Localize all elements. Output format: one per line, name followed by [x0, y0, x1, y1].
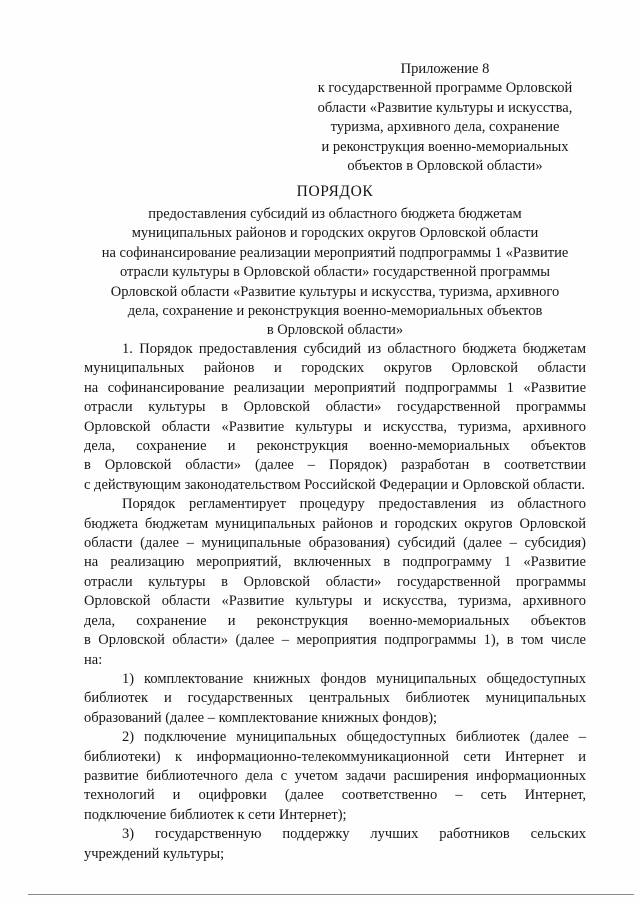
text-line: Порядок регламентирует процедуру предоставления из областного: [122, 496, 586, 513]
text-line: подключение библиотек к сети Интернет);: [84, 806, 347, 823]
text-line: бюджета бюджетам муниципальных районов и городских округов Орловской: [84, 515, 586, 532]
appendix-number: Приложение 8: [400, 61, 490, 77]
text-line: Орловской области «Развитие культуры и искусства, туризма, архивного: [84, 418, 586, 435]
document-body: [84, 340, 586, 864]
text-line: с действующим законодательством Российской Федерации и Орловской области.: [84, 476, 586, 493]
text-line: 3) государственную поддержку лучших работников сельских: [122, 826, 586, 843]
text-line: развитие библиотечного дела с учетом задачи расширения информационных: [84, 767, 586, 784]
title-subline: отрасли культуры в Орловской области» государственной программы: [119, 264, 550, 281]
document-title: [84, 182, 586, 341]
text-line: 1) комплектование книжных фондов муниципальных общедоступных: [122, 670, 586, 687]
text-line: учреждений культуры;: [84, 845, 225, 862]
text-line: Орловской области «Развитие культуры и искусства, туризма, архивного: [84, 593, 586, 610]
text-line: дела, сохранение и реконструкция военно-мемориальных объектов: [84, 438, 586, 455]
title-subline: в Орловской области»: [266, 322, 404, 339]
appendix-reference-line: объектов в Орловской области»: [347, 158, 543, 175]
appendix-reference-line: и реконструкция военно-мемориальных: [321, 138, 569, 155]
text-line: 1. Порядок предоставления субсидий из областного бюджета бюджетам: [122, 341, 586, 357]
title-subline: предоставления субсидий из областного бюджета бюджетам: [148, 206, 522, 222]
text-line: на софинансирование реализации мероприятий подпрограммы 1 «Развитие: [84, 379, 586, 396]
title-subline: муниципальных районов и городских округов Орловской области: [131, 225, 539, 242]
text-line: в Орловской области» (далее – Порядок) разработан в соответствии: [84, 457, 586, 474]
list-item-2: [84, 728, 586, 825]
appendix-reference-line: области «Развитие культуры и искусства,: [317, 99, 573, 116]
list-item-3: [84, 825, 586, 864]
title-subline: Орловской области «Развитие культуры и искусства, туризма, архивного: [110, 283, 560, 300]
appendix-reference-line: туризма, архивного дела, сохранение: [330, 119, 560, 136]
title-heading: ПОРЯДОК: [296, 183, 374, 200]
text-line: в Орловской области» (далее – мероприятия подпрограммы 1), в том числе: [84, 632, 586, 649]
text-line: области (далее – муниципальные образования) субсидий (далее – субсидия): [84, 535, 586, 552]
text-line: на реализацию мероприятий, включенных в подпрограмму 1 «Развитие: [84, 554, 586, 571]
text-line: отрасли культуры в Орловской области» государственной программы: [84, 573, 586, 590]
text-line: муниципальных районов и городских округов Орловской области: [84, 360, 586, 377]
list-item-1: [84, 670, 586, 728]
paragraph-2: [84, 495, 586, 670]
text-line: технологий и оцифровки (далее соответственно – сеть Интернет,: [84, 787, 586, 804]
title-subline: дела, сохранение и реконструкция военно-мемориальных объектов: [127, 303, 543, 320]
text-line: дела, сохранение и реконструкция военно-мемориальных объектов: [84, 612, 586, 629]
text-line: библиотек и государственных центральных библиотек муниципальных: [84, 690, 586, 707]
page-bottom-rule: [28, 894, 634, 895]
text-line: на:: [84, 651, 103, 668]
paragraph-1: [84, 340, 586, 495]
title-subline: на софинансирование реализации мероприятий подпрограммы 1 «Развитие: [101, 244, 569, 261]
text-line: 2) подключение муниципальных общедоступных библиотек (далее –: [122, 729, 586, 746]
text-line: образований (далее – комплектование книжных фондов);: [84, 709, 438, 726]
appendix-reference-line: к государственной программе Орловской: [317, 80, 573, 97]
text-line: библиотеки) к информационно-телекоммуникационной сети Интернет и: [84, 748, 586, 765]
text-line: отрасли культуры в Орловской области» государственной программы: [84, 399, 586, 416]
appendix-header: [300, 60, 590, 176]
